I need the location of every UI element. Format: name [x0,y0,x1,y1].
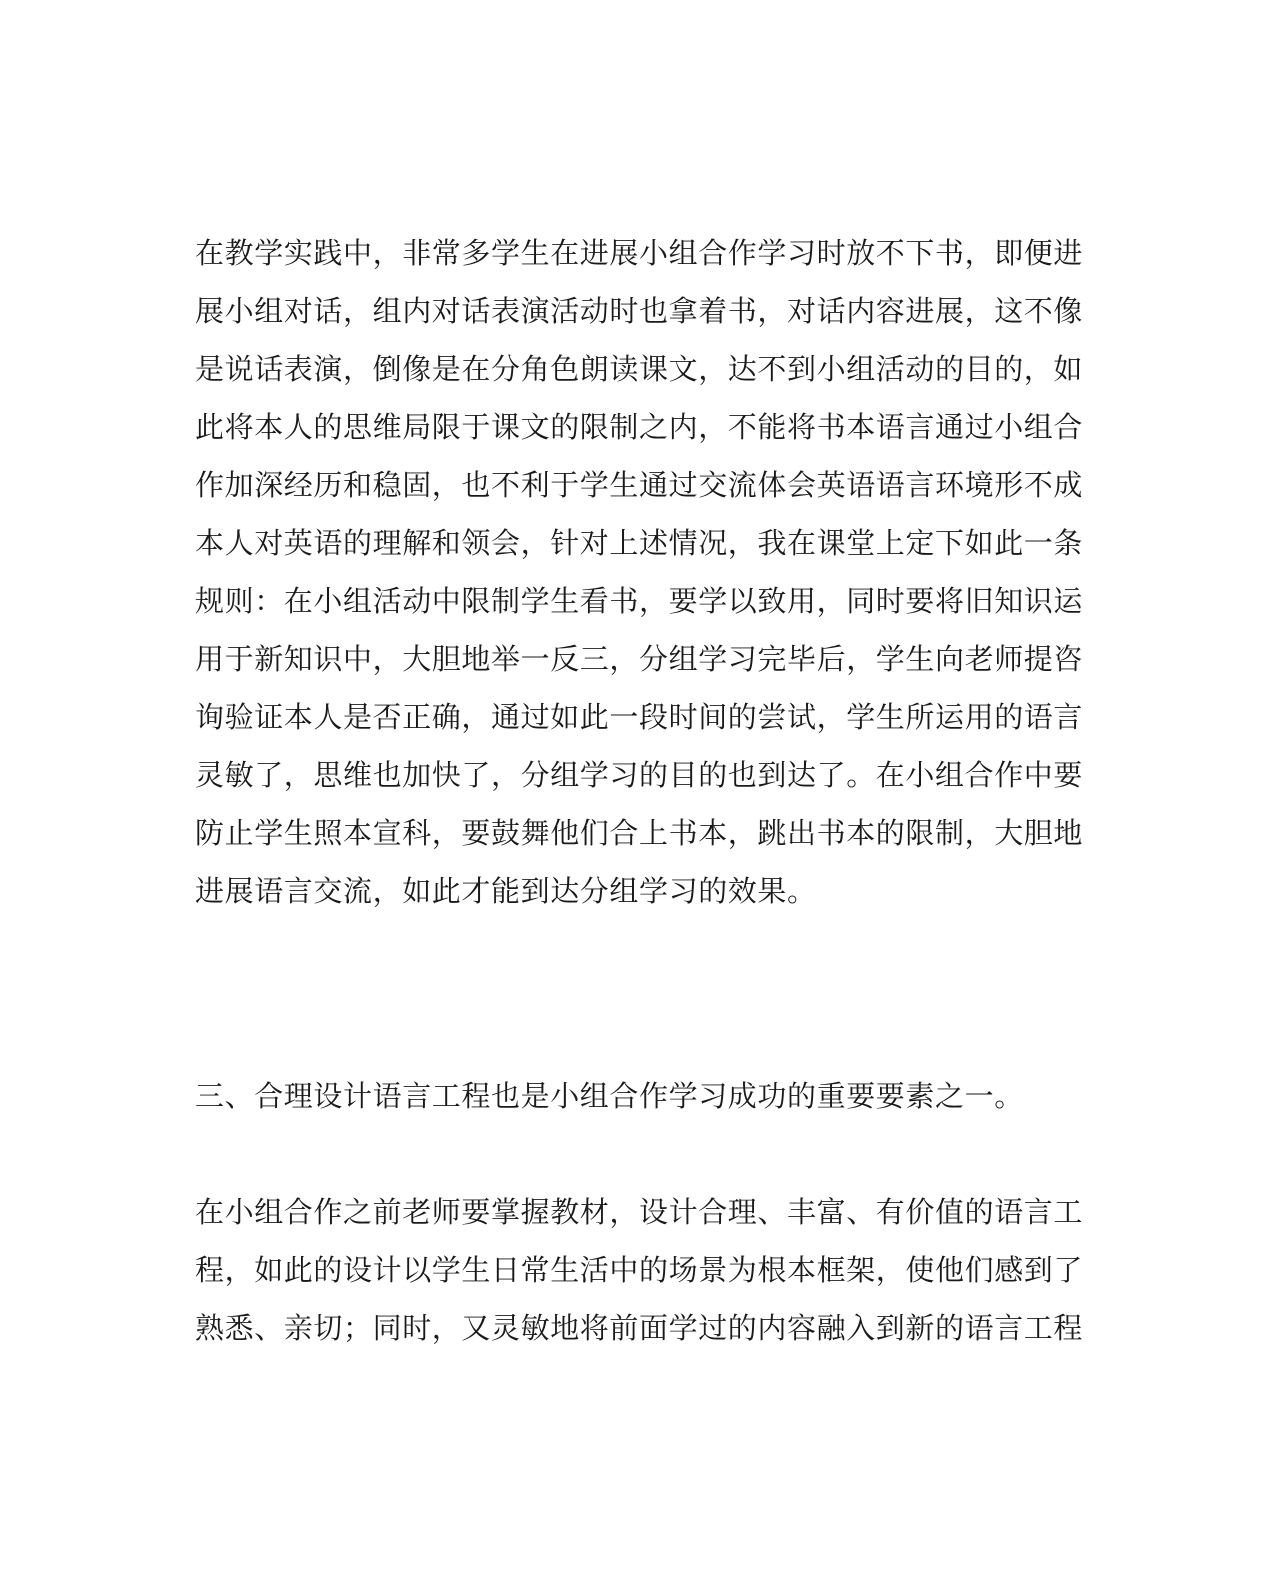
section-heading-text: 三、合理设计语言工程也是小组合作学习成功的重要要素之一。 [195,1079,1024,1113]
paragraph-line: 作加深经历和稳固，也不利于学生通过交流体会英语语言环境形不成 [195,468,1084,502]
paragraph-line: 规则：在小组活动中限制学生看书，要学以致用，同时要将旧知识运 [195,584,1084,618]
paragraph-line: 是说话表演，倒像是在分角色朗读课文，达不到小组活动的目的，如 [195,352,1084,386]
paragraph-language-project-design [195,1183,1084,1357]
paragraph-line: 在教学实践中，非常多学生在进展小组合作学习时放不下书，即便进 [195,236,1084,270]
paragraph-line: 用于新知识中，大胆地举一反三，分组学习完毕后，学生向老师提咨 [195,642,1084,676]
paragraph-line: 灵敏了，思维也加快了，分组学习的目的也到达了。在小组合作中要 [195,758,1084,792]
paragraph-line: 防止学生照本宣科，要鼓舞他们合上书本，跳出书本的限制，大胆地 [195,816,1084,850]
section-heading-3 [195,1067,1065,1125]
paragraph-line: 程，如此的设计以学生日常生活中的场景为根本框架，使他们感到了 [195,1253,1084,1287]
paragraph-line: 在小组合作之前老师要掌握教材，设计合理、丰富、有价值的语言工 [195,1195,1084,1229]
paragraph-group-work-without-books [195,224,1084,920]
paragraph-line: 进展语言交流，如此才能到达分组学习的效果。 [195,874,817,908]
paragraph-line: 此将本人的思维局限于课文的限制之内，不能将书本语言通过小组合 [195,410,1084,444]
paragraph-line: 展小组对话，组内对话表演活动时也拿着书，对话内容进展，这不像 [195,294,1084,328]
paragraph-line: 本人对英语的理解和领会，针对上述情况，我在课堂上定下如此一条 [195,526,1084,560]
paragraph-line: 熟悉、亲切；同时，又灵敏地将前面学过的内容融入到新的语言工程 [195,1311,1084,1345]
paragraph-line: 询验证本人是否正确，通过如此一段时间的尝试，学生所运用的语言 [195,700,1084,734]
